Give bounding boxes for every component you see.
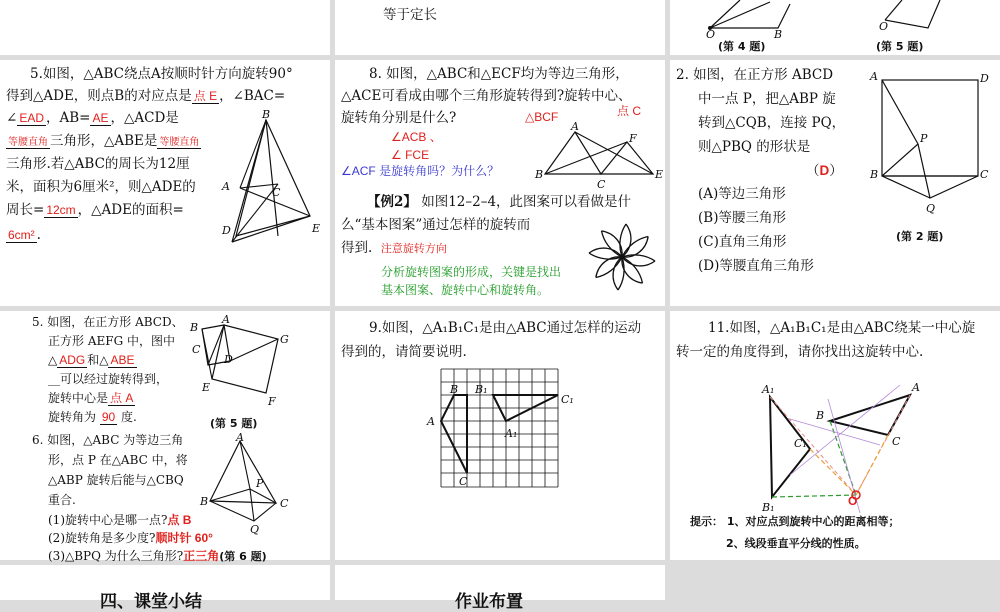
footer-homework: 作业布置 bbox=[455, 592, 523, 612]
top-label-o1: O bbox=[706, 28, 716, 41]
answer-area: 6cm² bbox=[8, 228, 35, 242]
q9-label-c1: C₁ bbox=[561, 393, 574, 406]
q5b-line-4: __可以经过旋转得到， bbox=[48, 372, 169, 386]
q11-label-c: C bbox=[892, 435, 901, 448]
q6-line-2: 形，点 P 在△ABC 中，将 bbox=[48, 453, 188, 467]
q5b-line-2: 正方形 AEFG 中，图中 bbox=[48, 334, 175, 348]
q5b-line-3: △ ADG 和△ ABE bbox=[48, 353, 135, 367]
q2-option-b: (B)等腰三角形 bbox=[698, 210, 786, 226]
answer-ae: AE bbox=[92, 111, 109, 125]
caption-q4: (第 4 题) bbox=[718, 40, 766, 53]
q11-label-b1: B₁ bbox=[762, 501, 775, 514]
top-label-b1: B bbox=[774, 28, 783, 41]
q2-line-1: 2. 如图，在正方形 ABCD bbox=[676, 67, 834, 83]
q6-figure bbox=[200, 431, 310, 536]
q5-line-4: 等腰直角 三角形，△ABE是 等腰直角 bbox=[8, 133, 200, 149]
top-right-cell bbox=[670, 0, 1000, 55]
q5b-line-1: 5. 如图，在正方形 ABCD、 bbox=[32, 315, 184, 329]
bottom-left-cell bbox=[0, 565, 330, 612]
q5-line-1: 5.如图，△ABC绕点A按顺时针方向旋转90° bbox=[30, 66, 293, 82]
q8-line-1: 8. 如图，△ABC和△ECF均为等边三角形， bbox=[369, 66, 629, 82]
q8-label-f: F bbox=[629, 132, 637, 145]
top-mid-cell bbox=[335, 0, 665, 55]
example2-line-1: 【例2】 如图12–2–4，此图案可以看做是什 bbox=[367, 194, 632, 210]
q8-label-b: B bbox=[535, 168, 544, 181]
cell-q8-example2 bbox=[335, 60, 665, 306]
q6-label-q: Q bbox=[250, 523, 260, 536]
q9-line-2: 得到的，请简要说明. bbox=[341, 344, 467, 360]
top-figures bbox=[670, 0, 1000, 40]
q2-option-a: (A)等边三角形 bbox=[698, 186, 786, 202]
answer-equilateral: 正三角 bbox=[183, 549, 220, 563]
q6-label-b: B bbox=[200, 495, 209, 508]
q8-figure bbox=[531, 120, 664, 200]
caption-q6: (第 6 题) bbox=[219, 550, 267, 563]
q11-line-1: 11.如图，△A₁B₁C₁是由△ABC绕某一中心旋 bbox=[708, 320, 976, 336]
answer-90: 90 bbox=[101, 410, 116, 424]
q11-label-a: A bbox=[912, 381, 920, 394]
bottom-right-empty bbox=[670, 565, 1000, 600]
q6-label-p: P bbox=[256, 477, 264, 490]
q5-label-d: D bbox=[222, 224, 231, 237]
footer-summary: 四、课堂小结 bbox=[100, 592, 202, 612]
q5-line-5: 三角形.若△ABC的周长为12厘 bbox=[6, 156, 190, 172]
q8-line-3: 旋转角分别是什么? bbox=[341, 110, 457, 126]
q9-label-a: A bbox=[427, 415, 435, 428]
cell-q5-rotation bbox=[0, 60, 330, 306]
cell-q11-center bbox=[670, 311, 1000, 560]
q6-line-3: △ABP 旋转后能与△CBQ bbox=[48, 473, 184, 487]
q6-question-2: (2)旋转角是多少度?顺时针 60° bbox=[48, 531, 213, 545]
q9-line-1: 9.如图，△A₁B₁C₁是由△ABC通过怎样的运动 bbox=[369, 320, 642, 336]
answer-angle-acb: ∠ACB 、 bbox=[391, 130, 442, 144]
caption-q5b: (第 5 题) bbox=[210, 417, 258, 430]
top-left-cell bbox=[0, 0, 330, 55]
top-label-o2: O bbox=[879, 20, 889, 33]
q2-label-c: C bbox=[980, 168, 989, 181]
q6-line-1: 6. 如图，△ABC 为等边三角 bbox=[32, 433, 184, 447]
q8-label-c: C bbox=[597, 178, 606, 191]
question-angle-acf: ∠ACF 是旋转角吗？为什么？ bbox=[341, 164, 500, 178]
q6-question-3: (3)△BPQ 为什么三角形?正三角(第 6 题) bbox=[48, 549, 267, 563]
q2-line-3: 转到△CQB，连接 PQ， bbox=[698, 115, 846, 131]
q5-figure bbox=[218, 110, 328, 240]
q5-line-2: 得到△ADE，则点B的对应点是 点 E ，∠BAC= bbox=[6, 88, 286, 104]
example2-line-2: 么“基本图案”通过怎样的旋转而 bbox=[341, 217, 531, 233]
hint-line-1: 提示： 1、对应点到旋转中心的距离相等； bbox=[690, 515, 900, 528]
q8-line-2: △ACE可看成由哪个三角形旋转得到?旋转中心、 bbox=[341, 88, 632, 104]
caption-q2: (第 2 题) bbox=[896, 230, 944, 243]
q9-label-c: C bbox=[459, 475, 468, 488]
q5b-line-6: 旋转角为 90 度. bbox=[48, 410, 137, 424]
q11-line-2: 转一定的角度得到，请你找出这旋转中心. bbox=[676, 344, 924, 360]
answer-abe: ABE bbox=[110, 353, 135, 367]
hint-line-2: 2、线段垂直平分线的性质。 bbox=[726, 537, 866, 550]
q5b-label-f: F bbox=[268, 395, 276, 408]
q11-label-a1: A₁ bbox=[762, 383, 775, 396]
q6-line-4: 重合. bbox=[48, 493, 76, 507]
q9-label-b: B bbox=[450, 383, 459, 396]
cell-q2-square bbox=[670, 60, 1000, 306]
q5-label-c: C bbox=[272, 186, 281, 199]
q11-label-o: O bbox=[848, 494, 858, 508]
caption-q5-top: (第 5 题) bbox=[876, 40, 924, 53]
q6-label-a: A bbox=[236, 431, 244, 444]
analysis-line-1: 分析旋转图案的形成，关键是找出 bbox=[381, 265, 562, 279]
q5-line-8: 6cm² . bbox=[8, 227, 41, 243]
answer-isosceles-right-2: 等腰直角 bbox=[159, 137, 200, 148]
q5-label-b: B bbox=[262, 108, 271, 121]
q5b-label-c: C bbox=[192, 343, 201, 356]
q5-line-3: ∠ EAD ，AB= AE ，△ACD是 bbox=[6, 110, 179, 126]
top-mid-text: 等于定长 bbox=[383, 7, 437, 23]
answer-isosceles-right-1: 等腰直角 bbox=[8, 137, 48, 148]
q2-line-4: 则△PBQ 的形状是 bbox=[698, 139, 811, 155]
q5b-label-d: D bbox=[224, 353, 233, 366]
q2-answer-row: （D） bbox=[806, 163, 843, 179]
note-rotation-direction: 注意旋转方向 bbox=[380, 243, 447, 255]
q9-label-b1: B₁ bbox=[475, 383, 488, 396]
q2-option-c: (C)直角三角形 bbox=[698, 234, 787, 250]
q2-option-d: (D)等腰直角三角形 bbox=[698, 258, 814, 274]
answer-triangle-bcf: △BCF bbox=[525, 110, 559, 124]
q5b-figure bbox=[186, 315, 306, 415]
q2-label-a: A bbox=[870, 70, 878, 83]
answer-perimeter: 12cm bbox=[46, 203, 76, 217]
q2-figure bbox=[868, 68, 996, 218]
q9-label-a1: A₁ bbox=[505, 427, 518, 440]
q5b-label-e: E bbox=[202, 381, 211, 394]
answer-adg: ADG bbox=[59, 353, 86, 367]
q5-line-7: 周长= 12cm ，△ADE的面积= bbox=[6, 202, 184, 218]
analysis-line-2: 基本图案、旋转中心和旋转角。 bbox=[381, 283, 550, 297]
q11-figure bbox=[750, 375, 1000, 515]
q2-label-q: Q bbox=[926, 202, 936, 215]
answer-point-b: 点 B bbox=[167, 513, 192, 527]
answer-clockwise-60: 顺时针 60° bbox=[155, 531, 213, 545]
q5b-label-g: G bbox=[280, 333, 289, 346]
cell-q5-q6 bbox=[0, 311, 330, 563]
q2-label-b: B bbox=[870, 168, 879, 181]
q11-label-c1: C₁ bbox=[794, 437, 807, 450]
cell-q9-grid bbox=[335, 311, 665, 560]
q8-label-e: E bbox=[655, 168, 664, 181]
answer-center-c: 点 C bbox=[617, 104, 642, 118]
answer-angle-fce: ∠ FCE bbox=[391, 148, 430, 162]
q6-label-c: C bbox=[280, 497, 289, 510]
q2-line-2: 中一点 P，把△ABP 旋 bbox=[698, 91, 836, 107]
q5-label-a: A bbox=[222, 180, 230, 193]
q11-label-b: B bbox=[816, 409, 825, 422]
example2-line-3: 得到. 注意旋转方向 bbox=[341, 240, 447, 256]
q5b-label-b: B bbox=[190, 321, 199, 334]
q5b-label-a: A bbox=[222, 313, 230, 326]
pinwheel-figure bbox=[585, 220, 659, 294]
q5-line-6: 米，面积为6厘米²，则△ADE的 bbox=[6, 179, 196, 195]
q5b-line-5: 旋转中心是 点 A bbox=[48, 391, 134, 405]
answer-center-a: 点 A bbox=[110, 391, 134, 405]
q2-answer: D bbox=[819, 163, 830, 178]
bottom-mid-cell bbox=[335, 565, 665, 612]
q2-label-p: P bbox=[920, 132, 928, 145]
q9-grid-figure bbox=[415, 365, 655, 555]
answer-point-e: 点 E bbox=[193, 89, 218, 103]
answer-angle-ead: EAD bbox=[19, 111, 44, 125]
q5-label-e: E bbox=[312, 222, 321, 235]
q6-question-1: (1)旋转中心是哪一点?点 B bbox=[48, 513, 192, 527]
q2-label-d: D bbox=[980, 72, 989, 85]
q8-label-a: A bbox=[571, 120, 579, 133]
